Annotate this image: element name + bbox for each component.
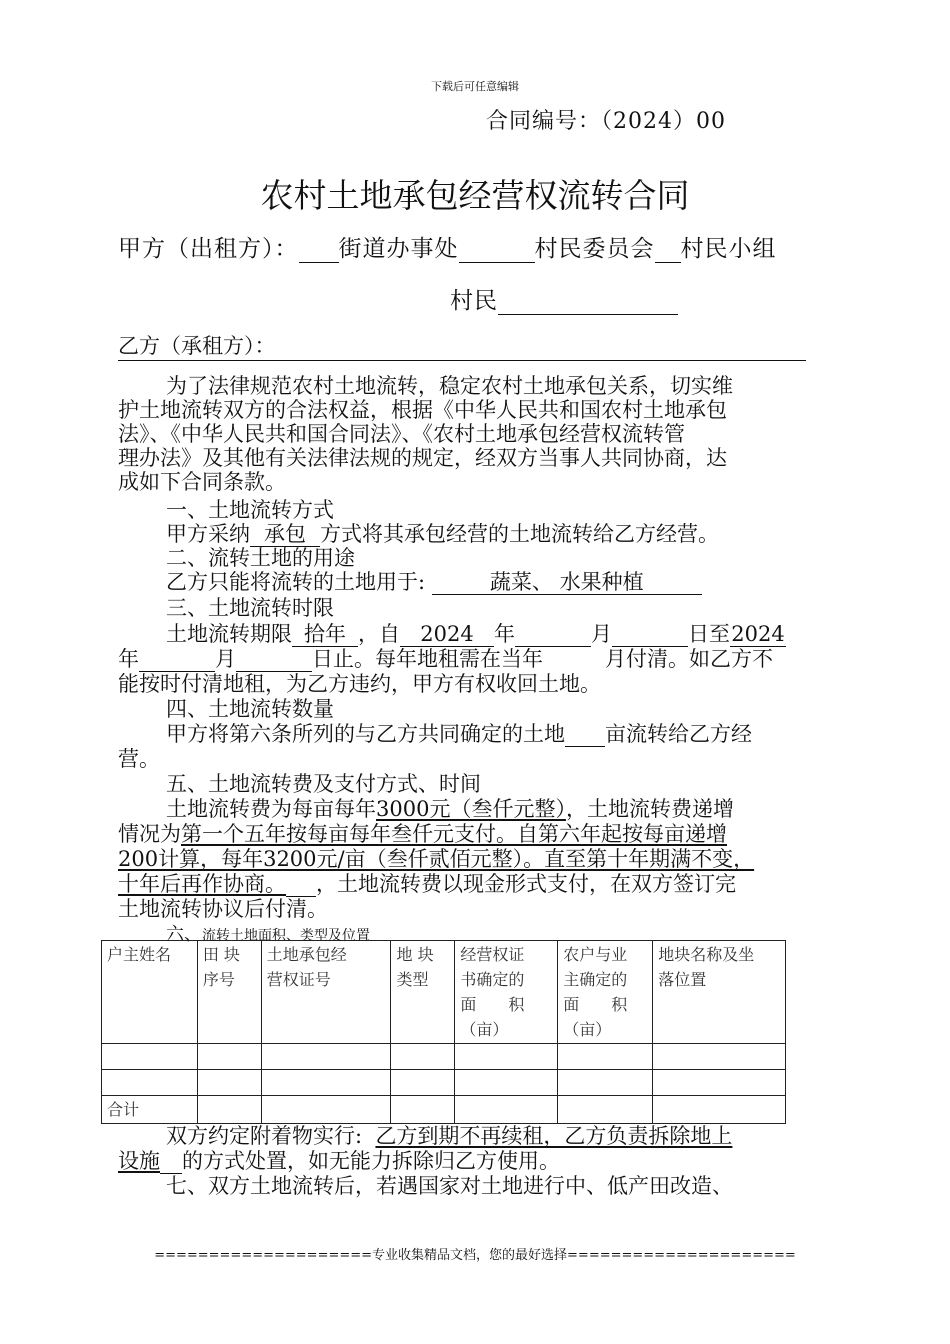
party-b-label: 乙方（承租方）： — [118, 334, 276, 358]
preamble-line-3: 法》、《中华人民共和国合同法》、《农村土地承包经营权流转管 — [118, 422, 685, 446]
preamble-line-2: 护土地流转双方的合法权益，根据《中华人民共和国农村土地承包 — [118, 398, 727, 422]
total-label: 合计 — [102, 1096, 198, 1124]
party-a-street: 街道办事处 — [338, 236, 459, 262]
section-4-line-2: 营。 — [118, 747, 160, 771]
party-a-villager-line — [450, 282, 678, 315]
party-a-group-blank — [655, 237, 681, 263]
party-a-group: 村民小组 — [680, 236, 777, 262]
section-4-line-1: 甲方将第六条所列的与乙方共同确定的土地 亩流转给乙方经 — [166, 722, 752, 746]
section-5-line-4: 十年后再作协商。 ，土地流转费以现金形式支付，在双方签订完 — [118, 872, 736, 896]
section-1-title: 一、土地流转方式 — [166, 498, 334, 522]
start-year-fill: 2024 — [400, 623, 494, 647]
header-certificate-number: 土地承包经 营权证号 — [261, 941, 391, 1044]
area-blank — [565, 723, 605, 747]
section-3-line-1: 土地流转期限 拾年 ，自 2024 年 月 日至2024 — [166, 622, 785, 646]
section-5-line-1: 土地流转费为每亩每年3000元（叁仟元整），土地流转费递增 — [166, 797, 734, 821]
section-2-title: 二、流转土地的用途 — [166, 546, 355, 570]
party-a-committee-blank — [459, 237, 535, 263]
party-a-villager-blank — [498, 289, 678, 315]
preamble-line-5: 成如下合同条款。 — [118, 470, 286, 494]
fee-fill: 3000元（叁仟元整） — [376, 797, 566, 821]
fee-increase-fill-1: 第一个五年按每亩每年叁仟元支付。自第六年起按每亩递增 — [181, 822, 727, 846]
attachment-line-1: 双方约定附着物实行: 乙方到期不再续租，乙方负责拆除地上 — [166, 1124, 733, 1148]
fee-increase-fill-3: 十年后再作协商。 — [118, 872, 286, 896]
header-plot-number: 田 块 序号 — [197, 941, 261, 1044]
section-3-line-2: 年 月 日止。每年地租需在当年 月付清。如乙方不 — [118, 647, 773, 671]
header-certificate-area: 经营权证 书确定的 面 积 （亩） — [455, 941, 558, 1044]
section-3-title: 三、土地流转时限 — [166, 596, 334, 620]
transfer-method-fill: 承包 — [250, 523, 320, 547]
attachment-line-2: 设施 的方式处置，如无能力拆除归乙方使用。 — [118, 1149, 560, 1173]
party-b-line — [118, 330, 806, 361]
preamble-line-4: 理办法》及其他有关法律法规的规定，经双方当事人共同协商，达 — [118, 446, 727, 470]
party-a-committee: 村民委员会 — [534, 236, 655, 262]
section-5-title: 五、土地流转费及支付方式、时间 — [166, 772, 481, 796]
land-use-fill: 蔬菜、 水果种植 — [432, 571, 702, 595]
term-fill: 拾年 — [292, 623, 358, 647]
table-header-row — [102, 941, 786, 1044]
top-note: 下载后可任意编辑 — [431, 80, 519, 93]
preamble-line-1: 为了法律规范农村土地流转，稳定农村土地承包关系，切实维 — [166, 374, 733, 398]
table-row — [102, 1070, 786, 1096]
section-7-line: 七、双方土地流转后，若遇国家对土地进行中、低产田改造、 — [166, 1174, 733, 1198]
section-1-text: 甲方采纳 承包 方式将其承包经营的土地流转给乙方经营。 — [166, 522, 719, 546]
header-agreed-area: 农户与业 主确定的 面 积 （亩） — [558, 941, 653, 1044]
fee-increase-fill-2: 200计算，每年3200元/亩（叁仟贰佰元整）。直至第十年期满不变， — [118, 847, 755, 871]
attachment-fill-2: 设施 — [118, 1149, 160, 1173]
section-6-title: 六、流转土地面积、类型及位置 — [166, 924, 370, 945]
document-title: 农村土地承包经营权流转合同 — [260, 176, 690, 215]
section-4-title: 四、土地流转数量 — [166, 697, 334, 721]
section-5-line-2: 情况为第一个五年按每亩每年叁仟元支付。自第六年起按每亩递增 — [118, 822, 727, 846]
party-a-street-blank — [299, 237, 339, 263]
contract-number: 合同编号：（2024）00 — [486, 109, 726, 134]
header-plot-location: 地块名称及坐 落位置 — [653, 941, 786, 1044]
page-footer: ====================专业收集精品文档，您的最好选择===================== — [154, 1248, 796, 1263]
land-table — [101, 940, 786, 1124]
section-2-text: 乙方只能将流转的土地用于: 蔬菜、 水果种植 — [166, 566, 702, 596]
party-a-line — [118, 230, 777, 263]
section-5-line-5: 土地流转协议后付清。 — [118, 897, 328, 921]
party-a-label: 甲方（出租方）： — [118, 236, 299, 262]
party-a-villager: 村民 — [450, 288, 498, 314]
header-owner-name: 户主姓名 — [102, 941, 198, 1044]
section-3-line-3: 能按时付清地租，为乙方违约，甲方有权收回土地。 — [118, 672, 601, 696]
header-plot-type: 地 块 类型 — [391, 941, 455, 1044]
table-row — [102, 1044, 786, 1070]
attachment-fill-1: 乙方到期不再续租，乙方负责拆除地上 — [375, 1124, 733, 1148]
end-year-fill: 2024 — [731, 622, 785, 646]
